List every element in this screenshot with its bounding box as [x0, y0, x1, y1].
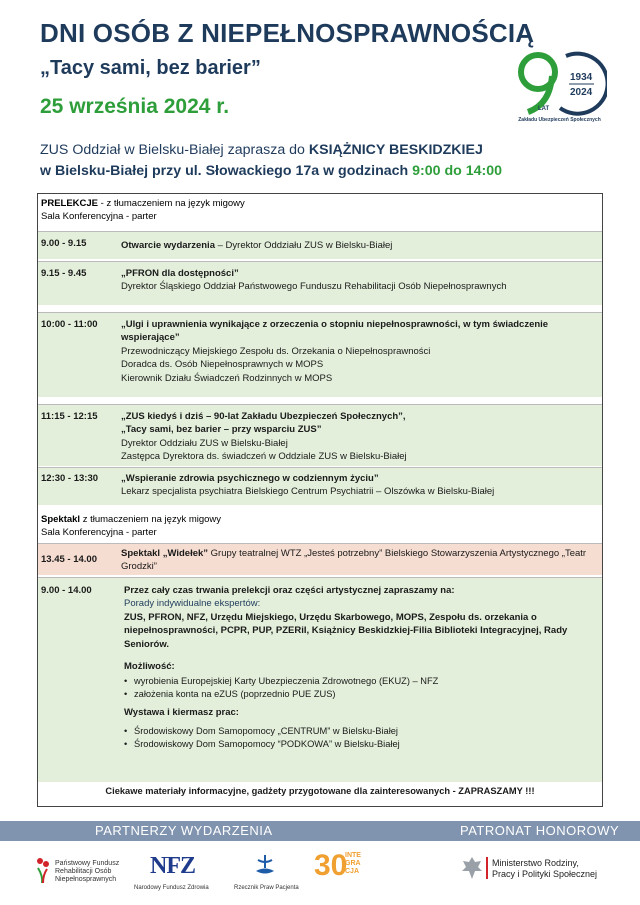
row-content: „PFRON dla dostępności” Dyrektor Śląskiego Oddział Państwowego Funduszu Rehabilitacji Osób Niepełnosprawnych	[121, 268, 507, 293]
row-time: 9.15 - 9.45	[41, 268, 87, 279]
options-label: Możliwość:	[124, 661, 175, 673]
list-item: • Środowiskowy Dom Samopomocy „CENTRUM” w Bielsku-Białej	[124, 725, 594, 738]
list-item: • Środowiskowy Dom Samopomocy “PODKOWA” w Bielsku-Białej	[124, 738, 594, 751]
page-subtitle: „Tacy sami, bez barier”	[40, 57, 261, 79]
closing-note: Ciekawe materiały informacyjne, gadżety przygotowane dla zainteresowanych - ZAPRASZAMY !!!	[105, 786, 535, 796]
lectures-heading: PRELEKCJE - z tłumaczeniem na język migowy	[41, 198, 245, 209]
invite-hours: 9:00 do 14:00	[412, 163, 503, 179]
event-date: 25 września 2024 r.	[40, 95, 230, 118]
logo-lat: LAT	[538, 106, 550, 112]
row-time: 9.00 - 14.00	[41, 585, 92, 596]
row-time: 10:00 - 11:00	[41, 319, 98, 330]
row-content: Otwarcie wydarzenia – Dyrektor Oddziału ZUS w Bielsku-Białej	[121, 240, 393, 251]
page-title: DNI OSÓB Z NIEPEŁNOSPRAWNOŚCIĄ	[40, 18, 535, 48]
logo-year-end: 2024	[570, 87, 593, 98]
row-content: „Wspieranie zdrowia psychicznego w codziennym życiu” Lekarz specjalista psychiatra Bielskiego Centrum Psychiatrii – Olszówka w Bielsku-Białej	[121, 473, 495, 498]
rpp-logo-icon	[254, 854, 276, 878]
integracja-text: INTE GRA CJA	[345, 852, 361, 875]
advice-list: ZUS, PFRON, NFZ, Urzędu Miejskiego, Urzędu Skarbowego, MOPS, Zespołu ds. orzekania o niepełnosprawności, PCPR, PUP, PZERiI, Książnicy Beskidzkiej-Filia Biblioteki Integracyjnej, Rady Seniorów.	[124, 611, 568, 650]
options-list	[124, 675, 594, 701]
partners-heading: PARTNERZY WYDARZENIA	[95, 823, 273, 838]
partner-logos	[0, 846, 640, 901]
program-table	[37, 193, 603, 807]
invite-part2: w Bielsku-Białej przy ul. Słowackiego 17a w godzinach	[40, 163, 413, 179]
row-content	[124, 584, 594, 751]
zus-90-years-logo	[512, 48, 607, 128]
exhibit-label: Wystawa i kiermasz prac:	[124, 707, 239, 719]
allday-intro: Przez cały czas trwania prelekcji oraz części artystycznej zapraszamy na:	[124, 585, 455, 596]
row-time: 11:15 - 12:15	[41, 411, 98, 422]
advice-label: Porady indywidualne ekspertów:	[124, 598, 261, 610]
integracja-number: 30	[314, 849, 348, 882]
row-content: Spektakl „Widełek” Grupy teatralnej WTZ „Jesteś potrzebny” Bielskiego Stowarzyszenia Artystycznego „Teatr Grodzki”	[121, 548, 587, 573]
logo-90-graphic	[512, 48, 607, 120]
logo-org-name: Zakładu Ubezpieczeń Społecznych	[518, 117, 601, 123]
rpp-logo-text: Rzecznik Praw Pacjenta	[234, 885, 299, 891]
row-time: 13.45 - 14.00	[41, 554, 97, 565]
ministry-logo-text: Ministerstwo Rodziny, Pracy i Polityki Społecznej	[492, 858, 598, 879]
eagle-emblem-icon	[461, 855, 483, 881]
nfz-logo-text: Narodowy Fundusz Zdrowia	[134, 885, 209, 891]
invite-venue: KSIĄŻNICY BESKIDZKIEJ	[308, 142, 483, 158]
patronage-heading: PATRONAT HONOROWY	[460, 823, 620, 838]
program-row	[38, 467, 602, 505]
exhibit-list	[124, 725, 594, 751]
invitation-text	[40, 140, 502, 182]
program-row	[38, 404, 602, 466]
nfz-logo: NFZ	[150, 853, 195, 879]
row-time: 9.00 - 9.15	[41, 238, 87, 249]
program-row-play	[38, 543, 602, 575]
partners-band	[0, 821, 640, 841]
logo-year-start: 1934	[570, 72, 593, 83]
program-row	[38, 312, 602, 397]
invite-part1: ZUS Oddział w Bielsku-Białej zaprasza do	[40, 142, 309, 158]
list-item: • założenia konta na eZUS (poprzednio PUE ZUS)	[124, 688, 594, 701]
list-item: • wyrobienia Europejskiej Karty Ubezpieczenia Zdrowotnego (EKUZ) – NFZ	[124, 675, 594, 688]
pfron-logo-icon	[34, 856, 52, 884]
pfron-logo-text: Państwowy Fundusz Rehabilitacji Osób Niepełnosprawnych	[55, 860, 120, 883]
play-room: Sala Konferencyjna - parter	[41, 527, 157, 538]
row-content: „Ulgi i uprawnienia wynikające z orzeczenia o stopniu niepełnosprawności, w tym świadczenie wspierające” Przewodniczący Miejskiego Zespołu ds. Orzekania o Niepełnosprawności Doradca ds. Osób Niepełnosprawnych w MOPS Kierownik Działu Świadczeń Rodzinnych w MOPS	[121, 319, 549, 384]
lectures-room: Sala Konferencyjna - parter	[41, 211, 157, 222]
program-row-allday	[38, 577, 602, 782]
program-row	[38, 261, 602, 305]
row-content: „ZUS kiedyś i dziś – 90-lat Zakładu Ubezpieczeń Społecznych”, „Tacy sami, bez barier – przy wsparciu ZUS” Dyrektor Oddziału ZUS w Bielsku-Białej Zastępca Dyrektora ds. świadczeń w Oddziale ZUS w Bielsku-Białej	[121, 411, 407, 463]
program-row	[38, 231, 602, 259]
row-time: 12:30 - 13:30	[41, 473, 99, 484]
play-heading: Spektakl z tłumaczeniem na język migowy	[41, 514, 222, 525]
ministry-divider	[486, 857, 488, 879]
